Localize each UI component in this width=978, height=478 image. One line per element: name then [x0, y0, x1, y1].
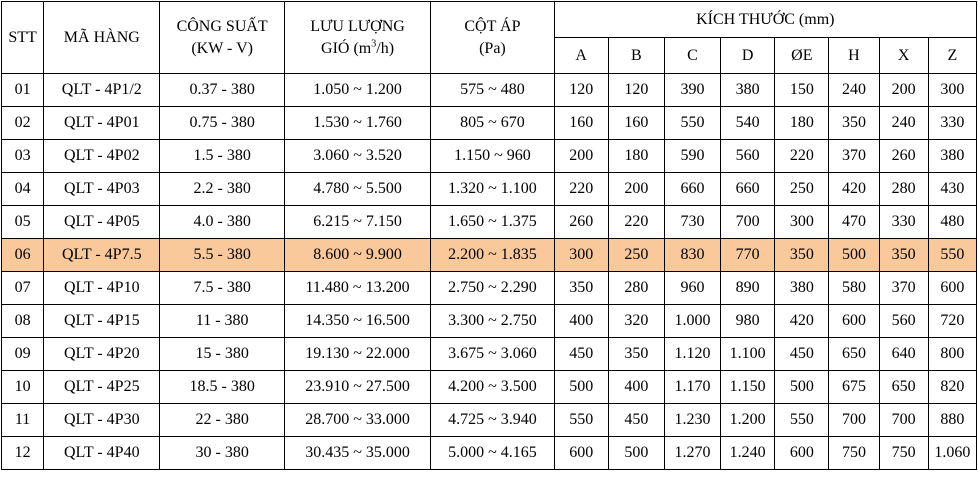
cell-dim-e: 500: [775, 371, 829, 404]
cell-luu-luong: 8.600 ~ 9.900: [284, 239, 430, 272]
cell-dim-a: 400: [554, 305, 608, 338]
cell-dim-b: 250: [608, 239, 664, 272]
cell-dim-b: 500: [608, 437, 664, 470]
cell-ma-hang: QLT - 4P40: [44, 437, 160, 470]
table-row: [2, 305, 977, 338]
header-cong-suat: [160, 2, 284, 74]
cell-stt: 09: [2, 338, 44, 371]
cell-dim-b: 280: [608, 272, 664, 305]
cell-dim-d: 1.240: [721, 437, 775, 470]
cell-dim-x: 200: [879, 74, 928, 107]
cell-dim-e: 350: [775, 239, 829, 272]
cell-dim-z: 880: [928, 404, 976, 437]
cell-cot-ap: 1.150 ~ 960: [431, 140, 554, 173]
cell-dim-c: 1.170: [664, 371, 720, 404]
cell-dim-e: 180: [775, 107, 829, 140]
cell-cot-ap: 1.650 ~ 1.375: [431, 206, 554, 239]
cell-cot-ap: 2.200 ~ 1.835: [431, 239, 554, 272]
cell-cong-suat: 7.5 - 380: [160, 272, 284, 305]
cell-cot-ap: 5.000 ~ 4.165: [431, 437, 554, 470]
table-row: [2, 338, 977, 371]
cell-dim-c: 550: [664, 107, 720, 140]
cell-dim-e: 250: [775, 173, 829, 206]
cell-dim-x: 260: [879, 140, 928, 173]
table-row: [2, 107, 977, 140]
cell-dim-x: 750: [879, 437, 928, 470]
cell-dim-b: 320: [608, 305, 664, 338]
header-dim-z: Z: [928, 38, 976, 74]
cell-dim-e: 450: [775, 338, 829, 371]
header-cot-ap-title: CỘT ÁP: [464, 17, 521, 35]
header-stt: STT: [2, 2, 44, 74]
cell-dim-x: 350: [879, 239, 928, 272]
cell-dim-b: 120: [608, 74, 664, 107]
cell-stt: 12: [2, 437, 44, 470]
table-body: [2, 74, 977, 470]
cell-dim-h: 370: [829, 140, 879, 173]
cell-dim-e: 220: [775, 140, 829, 173]
cell-luu-luong: 30.435 ~ 35.000: [284, 437, 430, 470]
cell-dim-d: 980: [721, 305, 775, 338]
cell-ma-hang: QLT - 4P01: [44, 107, 160, 140]
cell-luu-luong: 1.530 ~ 1.760: [284, 107, 430, 140]
cell-stt: 10: [2, 371, 44, 404]
header-cong-suat-title: CÔNG SUẤT: [176, 17, 268, 35]
cell-dim-z: 720: [928, 305, 976, 338]
cell-stt: 07: [2, 272, 44, 305]
cell-dim-a: 300: [554, 239, 608, 272]
table-row: [2, 239, 977, 272]
cell-cong-suat: 0.37 - 380: [160, 74, 284, 107]
cell-dim-h: 240: [829, 74, 879, 107]
cell-dim-z: 330: [928, 107, 976, 140]
header-luu-luong-unit-sup: 3: [371, 38, 377, 50]
cell-ma-hang: QLT - 4P03: [44, 173, 160, 206]
cell-cot-ap: 3.675 ~ 3.060: [431, 338, 554, 371]
cell-luu-luong: 23.910 ~ 27.500: [284, 371, 430, 404]
cell-cot-ap: 4.725 ~ 3.940: [431, 404, 554, 437]
cell-dim-z: 480: [928, 206, 976, 239]
header-dim-c: C: [664, 38, 720, 74]
cell-dim-d: 700: [721, 206, 775, 239]
cell-cong-suat: 15 - 380: [160, 338, 284, 371]
cell-cong-suat: 11 - 380: [160, 305, 284, 338]
table-row: [2, 404, 977, 437]
spec-table: [1, 1, 977, 470]
cell-ma-hang: QLT - 4P1/2: [44, 74, 160, 107]
cell-dim-h: 470: [829, 206, 879, 239]
cell-stt: 04: [2, 173, 44, 206]
cell-dim-c: 390: [664, 74, 720, 107]
cell-dim-b: 350: [608, 338, 664, 371]
cell-cong-suat: 22 - 380: [160, 404, 284, 437]
cell-cot-ap: 2.750 ~ 2.290: [431, 272, 554, 305]
cell-cot-ap: 3.300 ~ 2.750: [431, 305, 554, 338]
cell-ma-hang: QLT - 4P15: [44, 305, 160, 338]
cell-dim-d: 1.200: [721, 404, 775, 437]
cell-dim-z: 430: [928, 173, 976, 206]
cell-stt: 06: [2, 239, 44, 272]
cell-dim-d: 560: [721, 140, 775, 173]
cell-cong-suat: 2.2 - 380: [160, 173, 284, 206]
cell-dim-e: 420: [775, 305, 829, 338]
table-row: [2, 437, 977, 470]
cell-luu-luong: 1.050 ~ 1.200: [284, 74, 430, 107]
cell-dim-b: 160: [608, 107, 664, 140]
cell-dim-b: 200: [608, 173, 664, 206]
cell-dim-c: 1.000: [664, 305, 720, 338]
cell-stt: 02: [2, 107, 44, 140]
cell-cot-ap: 805 ~ 670: [431, 107, 554, 140]
cell-dim-a: 450: [554, 338, 608, 371]
cell-ma-hang: QLT - 4P25: [44, 371, 160, 404]
cell-dim-d: 890: [721, 272, 775, 305]
cell-ma-hang: QLT - 4P10: [44, 272, 160, 305]
cell-dim-h: 600: [829, 305, 879, 338]
cell-dim-a: 220: [554, 173, 608, 206]
cell-dim-c: 960: [664, 272, 720, 305]
cell-dim-x: 560: [879, 305, 928, 338]
header-luu-luong-title: LƯU LƯỢNG: [310, 17, 405, 35]
cell-dim-z: 1.060: [928, 437, 976, 470]
header-dim-a: A: [554, 38, 608, 74]
cell-dim-x: 280: [879, 173, 928, 206]
cell-stt: 11: [2, 404, 44, 437]
cell-dim-h: 750: [829, 437, 879, 470]
header-dim-h: H: [829, 38, 879, 74]
cell-luu-luong: 3.060 ~ 3.520: [284, 140, 430, 173]
cell-dim-h: 700: [829, 404, 879, 437]
cell-dim-h: 350: [829, 107, 879, 140]
cell-dim-h: 675: [829, 371, 879, 404]
header-cot-ap-unit: (Pa): [479, 39, 506, 57]
header-cong-suat-unit: (KW - V): [191, 39, 253, 57]
table-row: [2, 371, 977, 404]
cell-luu-luong: 6.215 ~ 7.150: [284, 206, 430, 239]
cell-cong-suat: 0.75 - 380: [160, 107, 284, 140]
cell-dim-e: 150: [775, 74, 829, 107]
header-cot-ap: [431, 2, 554, 74]
cell-dim-b: 180: [608, 140, 664, 173]
cell-dim-c: 1.270: [664, 437, 720, 470]
table-row: [2, 272, 977, 305]
cell-cot-ap: 575 ~ 480: [431, 74, 554, 107]
cell-dim-a: 500: [554, 371, 608, 404]
cell-dim-h: 420: [829, 173, 879, 206]
header-dim-b: B: [608, 38, 664, 74]
cell-dim-d: 1.150: [721, 371, 775, 404]
cell-dim-x: 330: [879, 206, 928, 239]
header-luu-luong-unit: [285, 38, 430, 60]
cell-cong-suat: 1.5 - 380: [160, 140, 284, 173]
cell-dim-z: 800: [928, 338, 976, 371]
cell-dim-a: 160: [554, 107, 608, 140]
cell-ma-hang: QLT - 4P02: [44, 140, 160, 173]
cell-dim-d: 380: [721, 74, 775, 107]
cell-dim-z: 550: [928, 239, 976, 272]
cell-dim-x: 650: [879, 371, 928, 404]
cell-luu-luong: 11.480 ~ 13.200: [284, 272, 430, 305]
cell-dim-a: 120: [554, 74, 608, 107]
cell-ma-hang: QLT - 4P7.5: [44, 239, 160, 272]
cell-cong-suat: 18.5 - 380: [160, 371, 284, 404]
cell-dim-c: 660: [664, 173, 720, 206]
cell-cong-suat: 4.0 - 380: [160, 206, 284, 239]
cell-dim-x: 240: [879, 107, 928, 140]
table-row: [2, 140, 977, 173]
cell-luu-luong: 19.130 ~ 22.000: [284, 338, 430, 371]
cell-dim-x: 640: [879, 338, 928, 371]
cell-cot-ap: 1.320 ~ 1.100: [431, 173, 554, 206]
cell-luu-luong: 28.700 ~ 33.000: [284, 404, 430, 437]
cell-dim-z: 600: [928, 272, 976, 305]
cell-dim-d: 540: [721, 107, 775, 140]
cell-cong-suat: 5.5 - 380: [160, 239, 284, 272]
cell-cot-ap: 4.200 ~ 3.500: [431, 371, 554, 404]
cell-dim-b: 400: [608, 371, 664, 404]
cell-dim-e: 600: [775, 437, 829, 470]
cell-stt: 08: [2, 305, 44, 338]
header-dim-e: ØE: [775, 38, 829, 74]
header-ma-hang: MÃ HÀNG: [44, 2, 160, 74]
cell-dim-c: 1.230: [664, 404, 720, 437]
cell-dim-z: 380: [928, 140, 976, 173]
cell-dim-b: 220: [608, 206, 664, 239]
cell-stt: 03: [2, 140, 44, 173]
cell-dim-d: 770: [721, 239, 775, 272]
cell-dim-e: 550: [775, 404, 829, 437]
cell-dim-a: 200: [554, 140, 608, 173]
cell-dim-h: 500: [829, 239, 879, 272]
cell-dim-c: 1.120: [664, 338, 720, 371]
cell-dim-e: 300: [775, 206, 829, 239]
cell-ma-hang: QLT - 4P05: [44, 206, 160, 239]
header-dim-x: X: [879, 38, 928, 74]
cell-stt: 01: [2, 74, 44, 107]
cell-dim-h: 650: [829, 338, 879, 371]
cell-cong-suat: 30 - 380: [160, 437, 284, 470]
cell-dim-d: 1.100: [721, 338, 775, 371]
cell-dim-b: 450: [608, 404, 664, 437]
cell-dim-c: 590: [664, 140, 720, 173]
header-luu-luong-unit-pre: GIÓ (m: [321, 39, 372, 57]
cell-dim-a: 600: [554, 437, 608, 470]
cell-ma-hang: QLT - 4P20: [44, 338, 160, 371]
cell-dim-z: 300: [928, 74, 976, 107]
cell-dim-c: 730: [664, 206, 720, 239]
cell-ma-hang: QLT - 4P30: [44, 404, 160, 437]
cell-dim-c: 830: [664, 239, 720, 272]
table-row: [2, 74, 977, 107]
cell-stt: 05: [2, 206, 44, 239]
cell-luu-luong: 14.350 ~ 16.500: [284, 305, 430, 338]
cell-dim-a: 260: [554, 206, 608, 239]
cell-dim-z: 820: [928, 371, 976, 404]
header-kich-thuoc: KÍCH THƯỚC (mm): [554, 2, 976, 38]
header-luu-luong: [284, 2, 430, 74]
cell-dim-a: 350: [554, 272, 608, 305]
header-luu-luong-unit-post: /h): [376, 39, 395, 57]
table-row: [2, 206, 977, 239]
cell-dim-d: 660: [721, 173, 775, 206]
cell-dim-h: 580: [829, 272, 879, 305]
table-row: [2, 173, 977, 206]
header-dim-d: D: [721, 38, 775, 74]
cell-luu-luong: 4.780 ~ 5.500: [284, 173, 430, 206]
table-header: [2, 2, 977, 74]
cell-dim-x: 370: [879, 272, 928, 305]
cell-dim-e: 380: [775, 272, 829, 305]
cell-dim-x: 700: [879, 404, 928, 437]
cell-dim-a: 550: [554, 404, 608, 437]
